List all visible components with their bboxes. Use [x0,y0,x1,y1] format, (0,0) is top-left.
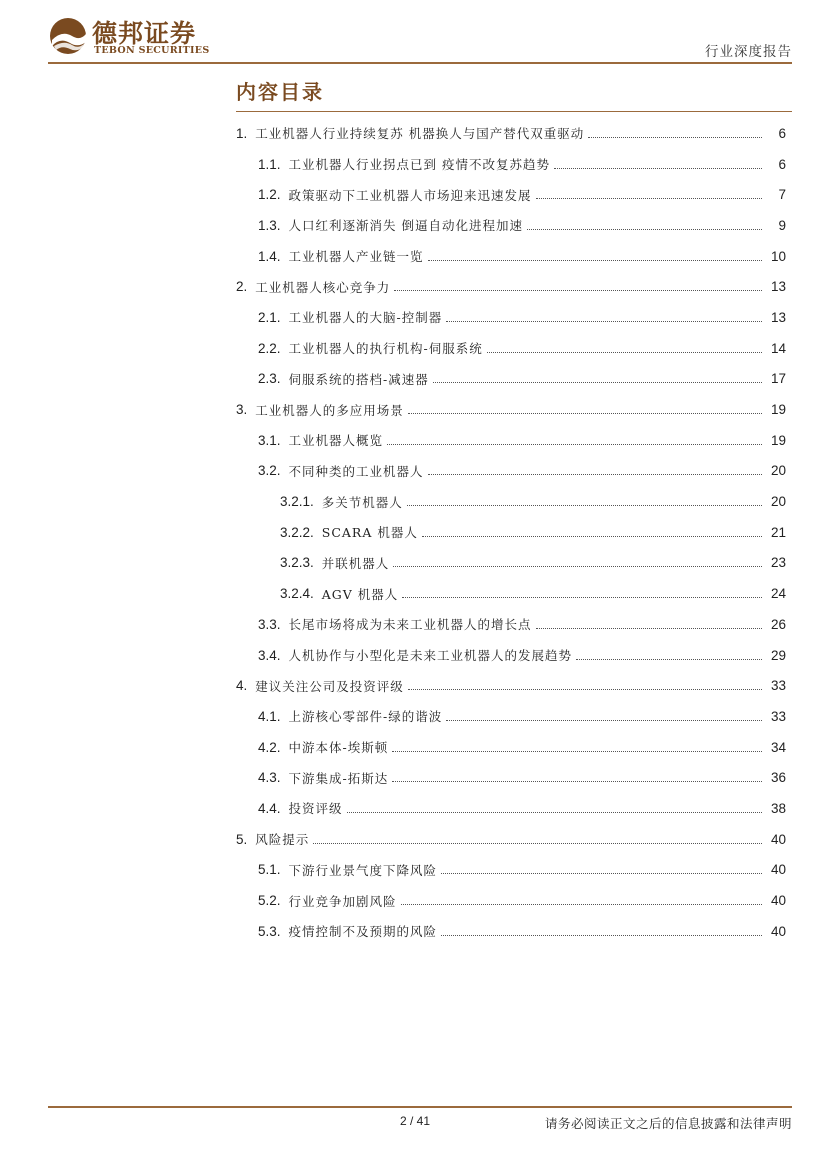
toc-entry-title: 不同种类的工业机器人 [288,463,424,479]
toc-entry-number: 4. [236,678,248,694]
toc-entry-title: 工业机器人核心竞争力 [255,279,391,295]
toc-leader-dots [554,168,762,169]
toc-entry-page: 13 [770,279,786,295]
toc-entry[interactable] [236,916,786,947]
toc-entry[interactable] [236,302,786,333]
toc-entry-number: 1.3. [258,217,281,233]
toc-entry[interactable] [236,486,786,517]
toc-leader-dots [446,720,762,721]
toc-entry-page: 14 [770,340,786,356]
brand-name-en: TEBON SECURITIES [94,45,210,56]
toc-leader-dots [441,873,762,874]
toc-entry-page: 19 [770,432,786,448]
toc-entry-title: 多关节机器人 [321,494,403,510]
toc-entry-page: 19 [770,402,786,418]
toc-entry-title: 工业机器人概览 [288,433,384,449]
toc-entry-number: 4.3. [258,770,281,786]
toc-entry[interactable] [236,271,786,302]
toc-leader-dots [576,659,762,660]
toc-entry-number: 1.4. [258,248,281,264]
toc-entry-page: 29 [770,647,786,663]
toc-entry-number: 1. [236,125,248,141]
toc-entry-title: 下游集成-拓斯达 [288,770,389,786]
toc-leader-dots [428,474,762,475]
toc-entry-title: 行业竞争加剧风险 [288,893,397,909]
toc-entry-page: 26 [770,616,786,632]
footer-divider [48,1106,792,1108]
toc-leader-dots [402,597,762,598]
toc-entry-title: 上游核心零部件-绿的谐波 [288,709,443,725]
toc-entry-title: 投资评级 [288,801,343,817]
toc-entry-page: 23 [770,555,786,571]
toc-entry[interactable] [236,855,786,886]
toc-entry[interactable] [236,824,786,855]
toc-leader-dots [387,444,762,445]
header-divider [48,62,792,64]
tebon-logo-icon [48,16,88,56]
toc-entry-number: 2. [236,279,248,295]
toc-entry-title: 长尾市场将成为未来工业机器人的增长点 [288,617,532,633]
toc-entry-number: 4.4. [258,800,281,816]
toc-entry-page: 20 [770,494,786,510]
toc-entry[interactable] [236,578,786,609]
toc-entry[interactable] [236,885,786,916]
toc-leader-dots [313,843,762,844]
toc-entry[interactable] [236,548,786,579]
toc-entry-title: 政策驱动下工业机器人市场迎来迅速发展 [288,187,532,203]
brand-name-cn: 德邦证券 [92,19,197,48]
toc-entry-title: 疫情控制不及预期的风险 [288,924,438,940]
toc-entry-number: 1.1. [258,156,281,172]
toc-entry-number: 3.2.4. [280,586,314,602]
toc-entry-page: 33 [770,678,786,694]
toc-leader-dots [392,781,762,782]
toc-leader-dots [428,260,762,261]
toc-leader-dots [408,413,762,414]
toc-entry-title: AGV 机器人 [321,586,399,602]
toc-entry-number: 4.2. [258,739,281,755]
toc-entry-number: 3.4. [258,647,281,663]
toc-leader-dots [422,536,762,537]
toc-leader-dots [407,505,762,506]
toc-entry-title: 人口红利逐渐消失 倒逼自动化进程加速 [288,218,524,234]
toc-entry-page: 6 [778,156,786,172]
toc-entry-number: 3.2.2. [280,524,314,540]
toc-entry-page: 20 [770,463,786,479]
toc-entry-page: 33 [770,708,786,724]
toc-entry-number: 3. [236,402,248,418]
toc-entry-page: 9 [778,217,786,233]
toc-entry-page: 21 [770,524,786,540]
toc-entry-title: 工业机器人的多应用场景 [255,402,404,418]
toc-entry-number: 2.3. [258,371,281,387]
toc-entry-title: 工业机器人产业链一览 [288,249,424,265]
toc-entry-number: 5.1. [258,862,281,878]
toc-entry-number: 5. [236,831,248,847]
toc-entry[interactable] [236,701,786,732]
toc-entry-page: 34 [770,739,786,755]
toc-entry-title: SCARA 机器人 [321,525,418,541]
toc-entry[interactable] [236,517,786,548]
toc-entry-number: 2.1. [258,309,281,325]
toc-entry-title: 并联机器人 [321,555,390,571]
toc-entry[interactable] [236,425,786,456]
toc-entry-number: 3.2. [258,463,281,479]
tebon-logo [48,14,228,58]
toc-entry-page: 40 [770,893,786,909]
toc-entry-page: 36 [770,770,786,786]
toc-leader-dots [527,229,762,230]
toc-entry-title: 工业机器人的执行机构-伺服系统 [288,341,483,357]
toc-leader-dots [441,935,762,936]
toc-leader-dots [394,290,762,291]
toc-entry[interactable] [236,456,786,487]
toc-entry-page: 38 [770,800,786,816]
toc-leader-dots [408,689,762,690]
toc-entry-page: 40 [770,923,786,939]
toc-entry-number: 5.3. [258,923,281,939]
toc-entry-number: 3.2.1. [280,494,314,510]
toc-entry-page: 17 [770,371,786,387]
toc-entry-number: 3.3. [258,616,281,632]
toc-title: 内容目录 [236,80,324,104]
toc-entry-title: 工业机器人行业拐点已到 疫情不改复苏趋势 [288,157,551,173]
toc-leader-dots [536,198,762,199]
toc-entry-number: 3.1. [258,432,281,448]
toc-leader-dots [393,566,762,567]
toc-entry[interactable] [236,241,786,272]
toc-entry[interactable] [236,179,786,210]
toc-leader-dots [588,137,762,138]
table-of-contents [236,118,786,947]
toc-leader-dots [392,751,762,752]
toc-entry[interactable] [236,762,786,793]
toc-entry-number: 2.2. [258,340,281,356]
toc-entry[interactable] [236,149,786,180]
toc-entry-page: 40 [770,831,786,847]
toc-entry-title: 人机协作与小型化是未来工业机器人的发展趋势 [288,648,573,664]
toc-entry-page: 7 [778,187,786,203]
toc-entry[interactable] [236,609,786,640]
toc-entry-title: 中游本体-埃斯顿 [288,740,389,756]
page-header [0,0,840,70]
toc-leader-dots [446,321,762,322]
toc-entry-title: 工业机器人行业持续复苏 机器换人与国产替代双重驱动 [255,126,585,142]
toc-entry[interactable] [236,333,786,364]
toc-entry-page: 10 [770,248,786,264]
toc-title-divider [236,111,792,112]
toc-entry[interactable] [236,118,786,149]
disclaimer: 请务必阅读正文之后的信息披露和法律声明 [544,1116,792,1131]
page-number: 2 / 41 [400,1114,431,1128]
toc-entry[interactable] [236,670,786,701]
toc-entry-page: 6 [778,125,786,141]
toc-entry-page: 40 [770,862,786,878]
toc-entry-number: 1.2. [258,187,281,203]
toc-leader-dots [536,628,762,629]
toc-leader-dots [401,904,762,905]
toc-entry-title: 下游行业景气度下降风险 [288,862,438,878]
toc-entry[interactable] [236,793,786,824]
toc-entry[interactable] [236,210,786,241]
toc-entry[interactable] [236,394,786,425]
toc-entry-page: 24 [770,586,786,602]
toc-entry-title: 风险提示 [255,832,310,848]
toc-entry[interactable] [236,364,786,395]
toc-entry-number: 3.2.3. [280,555,314,571]
report-type: 行业深度报告 [705,44,792,60]
toc-entry[interactable] [236,732,786,763]
toc-entry-title: 建议关注公司及投资评级 [255,678,404,694]
toc-entry-page: 13 [770,309,786,325]
toc-entry-number: 5.2. [258,893,281,909]
toc-leader-dots [487,352,762,353]
toc-leader-dots [433,382,762,383]
toc-entry-title: 伺服系统的搭档-减速器 [288,371,429,387]
toc-entry-title: 工业机器人的大脑-控制器 [288,310,443,326]
toc-leader-dots [347,812,762,813]
toc-entry[interactable] [236,640,786,671]
toc-entry-number: 4.1. [258,708,281,724]
